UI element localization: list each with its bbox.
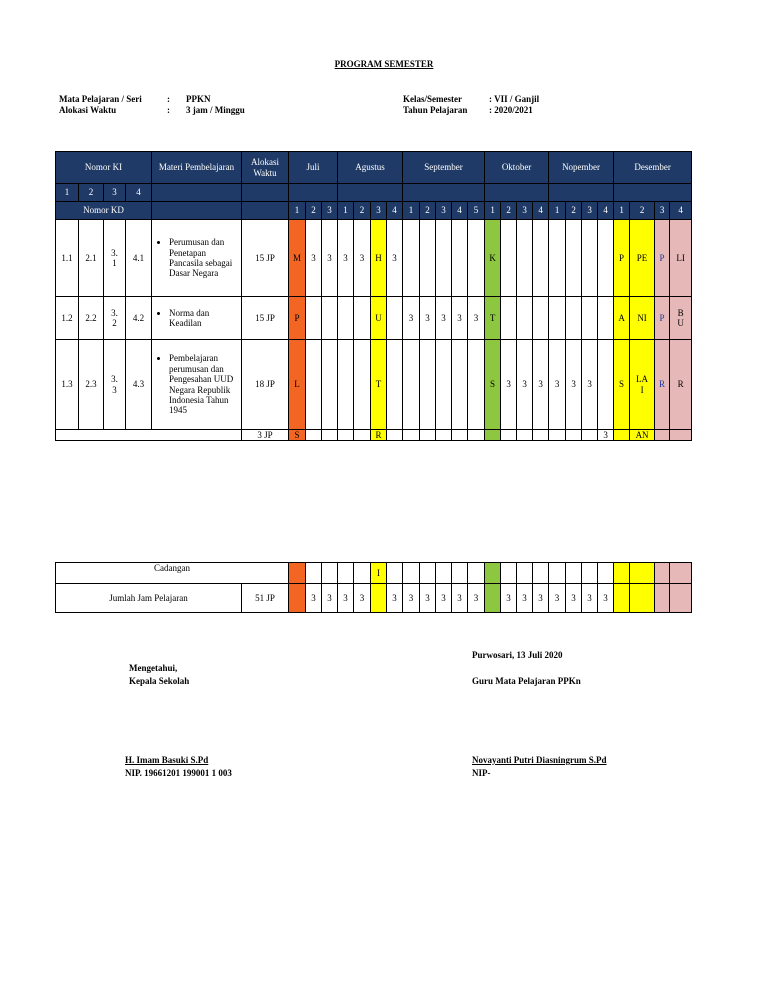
header-materi: Materi Pembelajaran bbox=[152, 152, 242, 184]
week-number: 2 bbox=[501, 202, 517, 220]
kd-number: 3. 3 bbox=[104, 340, 126, 430]
header-month-juli: Juli bbox=[289, 152, 338, 184]
week-cell bbox=[403, 563, 420, 584]
info-value-tahun: : 2020/2021 bbox=[489, 105, 533, 115]
week-cell: L bbox=[289, 340, 306, 430]
week-cell bbox=[387, 340, 403, 430]
summary-body bbox=[56, 563, 692, 613]
week-cell bbox=[306, 563, 322, 584]
week-cell: 3 bbox=[354, 220, 371, 297]
table-row bbox=[56, 297, 692, 340]
week-cell: 3 bbox=[420, 297, 436, 340]
teacher-nip: NIP- bbox=[472, 768, 491, 778]
week-cell: S bbox=[485, 340, 501, 430]
week-cell bbox=[436, 220, 452, 297]
semester-table bbox=[55, 151, 692, 441]
week-cell: 3 bbox=[322, 220, 338, 297]
week-cell: S bbox=[289, 430, 306, 441]
week-cell: 3 bbox=[549, 340, 566, 430]
week-cell bbox=[306, 430, 322, 441]
week-cell bbox=[468, 430, 485, 441]
week-cell: 3 bbox=[306, 220, 322, 297]
place-date: Purwosari, 13 Juli 2020 bbox=[472, 650, 563, 660]
week-cell bbox=[566, 297, 582, 340]
week-cell bbox=[452, 340, 468, 430]
week-cell bbox=[354, 297, 371, 340]
header-blank bbox=[549, 184, 614, 202]
week-cell: 3 bbox=[436, 584, 452, 613]
week-cell: P bbox=[614, 220, 630, 297]
week-cell bbox=[501, 563, 517, 584]
kd-number: 1.3 bbox=[56, 340, 79, 430]
week-cell bbox=[485, 584, 501, 613]
materi-text: • Pembelajaran perumusan dan Pengesahan UUD Negara Republik Indonesia Tahun 1945 bbox=[169, 353, 241, 415]
week-number: 1 bbox=[403, 202, 420, 220]
week-cell: R bbox=[371, 430, 387, 441]
week-cell bbox=[289, 584, 306, 613]
week-cell bbox=[598, 297, 614, 340]
week-cell bbox=[566, 430, 582, 441]
info-label-mapel: Mata Pelajaran / Seri bbox=[59, 94, 142, 104]
week-cell bbox=[582, 297, 598, 340]
week-cell: 3 bbox=[387, 220, 403, 297]
week-cell: 3 bbox=[322, 584, 338, 613]
jumlah-label: Jumlah Jam Pelajaran bbox=[56, 584, 242, 613]
materi-cell bbox=[152, 340, 242, 430]
week-number: 4 bbox=[598, 202, 614, 220]
principal-title: Kepala Sekolah bbox=[129, 676, 190, 686]
kd-number: 3. 1 bbox=[104, 220, 126, 297]
week-cell: 3 bbox=[517, 340, 533, 430]
week-cell: 3 bbox=[533, 584, 549, 613]
week-cell bbox=[452, 563, 468, 584]
week-cell: P bbox=[655, 297, 670, 340]
week-number: 3 bbox=[517, 202, 533, 220]
week-cell bbox=[436, 430, 452, 441]
week-cell: PE bbox=[630, 220, 655, 297]
week-number: 3 bbox=[582, 202, 598, 220]
week-cell bbox=[582, 430, 598, 441]
week-cell bbox=[322, 563, 338, 584]
week-cell: LI bbox=[670, 220, 692, 297]
header-month-agustus: Agustus bbox=[338, 152, 403, 184]
week-number: 1 bbox=[338, 202, 354, 220]
week-cell bbox=[566, 563, 582, 584]
week-cell: S bbox=[614, 340, 630, 430]
alokasi-cell: 18 JP bbox=[242, 340, 289, 430]
kd-number: 2.3 bbox=[79, 340, 104, 430]
week-cell bbox=[338, 297, 354, 340]
week-cell bbox=[655, 430, 670, 441]
week-cell bbox=[670, 430, 692, 441]
header-blank bbox=[242, 184, 289, 202]
week-cell bbox=[338, 430, 354, 441]
week-cell bbox=[533, 297, 549, 340]
week-cell: 3 bbox=[517, 584, 533, 613]
week-cell bbox=[387, 430, 403, 441]
week-cell: 3 bbox=[338, 220, 354, 297]
week-cell bbox=[387, 297, 403, 340]
week-number: 5 bbox=[468, 202, 485, 220]
alokasi-cell: 15 JP bbox=[242, 220, 289, 297]
week-cell bbox=[670, 584, 692, 613]
week-cell: T bbox=[485, 297, 501, 340]
week-cell bbox=[517, 563, 533, 584]
week-number: 1 bbox=[485, 202, 501, 220]
table-row bbox=[56, 430, 692, 441]
week-cell bbox=[582, 563, 598, 584]
kd-number: 4.1 bbox=[126, 220, 152, 297]
week-cell: 3 bbox=[533, 340, 549, 430]
header-month-oktober: Oktober bbox=[485, 152, 549, 184]
week-cell bbox=[598, 220, 614, 297]
week-cell bbox=[338, 340, 354, 430]
week-cell: 3 bbox=[306, 584, 322, 613]
week-cell: NI bbox=[630, 297, 655, 340]
week-number: 2 bbox=[566, 202, 582, 220]
week-cell bbox=[403, 430, 420, 441]
week-cell bbox=[322, 340, 338, 430]
header-month-nopember: Nopember bbox=[549, 152, 614, 184]
week-cell bbox=[517, 297, 533, 340]
kd-number: 1.2 bbox=[56, 297, 79, 340]
alokasi-cell: 3 JP bbox=[242, 430, 289, 441]
week-cell bbox=[549, 430, 566, 441]
week-cell bbox=[306, 297, 322, 340]
week-number: 3 bbox=[655, 202, 670, 220]
week-cell bbox=[420, 430, 436, 441]
info-label-kelas: Kelas/Semester bbox=[403, 94, 462, 104]
week-cell bbox=[566, 220, 582, 297]
week-cell: 3 bbox=[582, 584, 598, 613]
table-row bbox=[56, 340, 692, 430]
ki-number: 2 bbox=[79, 184, 104, 202]
week-cell bbox=[403, 220, 420, 297]
week-cell: A bbox=[614, 297, 630, 340]
week-cell: 3 bbox=[566, 340, 582, 430]
kd-number: 4.2 bbox=[126, 297, 152, 340]
week-cell bbox=[501, 297, 517, 340]
kd-number: 3. 2 bbox=[104, 297, 126, 340]
kd-number: 2.1 bbox=[79, 220, 104, 297]
week-cell bbox=[517, 430, 533, 441]
week-cell: 3 bbox=[436, 297, 452, 340]
week-number: 4 bbox=[387, 202, 403, 220]
principal-name: H. Imam Basuki S.Pd bbox=[125, 755, 209, 765]
week-cell: H bbox=[371, 220, 387, 297]
week-cell bbox=[485, 563, 501, 584]
week-cell bbox=[533, 220, 549, 297]
materi-cell bbox=[152, 297, 242, 340]
summary-table bbox=[55, 562, 692, 613]
header-blank bbox=[152, 184, 242, 202]
week-cell: 3 bbox=[354, 584, 371, 613]
header-blank bbox=[242, 202, 289, 220]
week-cell bbox=[533, 430, 549, 441]
header-blank bbox=[485, 184, 549, 202]
teacher-name: Novayanti Putri Diasningrum S.Pd bbox=[472, 755, 607, 765]
blank-cell bbox=[56, 430, 242, 441]
week-cell bbox=[549, 563, 566, 584]
week-cell bbox=[436, 563, 452, 584]
info-value-kelas: : VII / Ganjil bbox=[489, 94, 540, 104]
week-number: 2 bbox=[630, 202, 655, 220]
week-cell bbox=[468, 220, 485, 297]
week-cell: LA I bbox=[630, 340, 655, 430]
week-cell bbox=[371, 584, 387, 613]
week-cell bbox=[655, 584, 670, 613]
week-number: 1 bbox=[549, 202, 566, 220]
table-body bbox=[56, 152, 692, 441]
week-cell: 3 bbox=[452, 584, 468, 613]
week-cell bbox=[322, 430, 338, 441]
info-sep-mapel: : bbox=[167, 94, 170, 104]
week-cell: 3 bbox=[338, 584, 354, 613]
week-cell bbox=[582, 220, 598, 297]
week-cell: 3 bbox=[501, 584, 517, 613]
week-cell bbox=[598, 340, 614, 430]
jumlah-total: 51 JP bbox=[242, 584, 289, 613]
week-number: 2 bbox=[306, 202, 322, 220]
week-cell bbox=[630, 563, 655, 584]
week-cell: 3 bbox=[468, 584, 485, 613]
materi-text: • Perumusan dan Penetapan Pancasila sebagai Dasar Negara bbox=[169, 237, 241, 278]
header-nomor-ki: Nomor KI bbox=[56, 152, 152, 184]
week-cell: R bbox=[670, 340, 692, 430]
week-cell bbox=[614, 563, 630, 584]
materi-cell bbox=[152, 220, 242, 297]
week-cell: K bbox=[485, 220, 501, 297]
week-number: 3 bbox=[322, 202, 338, 220]
principal-nip: NIP. 19661201 199001 1 003 bbox=[125, 768, 232, 778]
header-alokasi: Alokasi Waktu bbox=[242, 152, 289, 184]
page-title: PROGRAM SEMESTER bbox=[334, 59, 434, 69]
week-number: 2 bbox=[354, 202, 371, 220]
week-cell bbox=[501, 220, 517, 297]
header-month-september: September bbox=[403, 152, 485, 184]
week-cell: U bbox=[371, 297, 387, 340]
kd-number: 1.1 bbox=[56, 220, 79, 297]
week-cell bbox=[598, 563, 614, 584]
approval-label: Mengetahui, bbox=[129, 663, 178, 673]
ki-number: 3 bbox=[104, 184, 126, 202]
alokasi-cell: 15 JP bbox=[242, 297, 289, 340]
week-cell bbox=[452, 220, 468, 297]
kd-number: 4.3 bbox=[126, 340, 152, 430]
week-number: 3 bbox=[371, 202, 387, 220]
header-blank bbox=[152, 202, 242, 220]
jumlah-row bbox=[56, 584, 692, 613]
week-cell bbox=[614, 430, 630, 441]
kd-number: 2.2 bbox=[79, 297, 104, 340]
week-cell: 3 bbox=[598, 430, 614, 441]
week-number: 1 bbox=[289, 202, 306, 220]
week-cell bbox=[452, 430, 468, 441]
week-cell: P bbox=[289, 297, 306, 340]
info-value-alokasi: 3 jam / Minggu bbox=[186, 105, 245, 115]
week-number: 4 bbox=[533, 202, 549, 220]
materi-text: • Norma dan Keadilan bbox=[169, 308, 241, 329]
week-cell: R bbox=[655, 340, 670, 430]
week-cell: B U bbox=[670, 297, 692, 340]
table-row bbox=[56, 220, 692, 297]
ki-number: 4 bbox=[126, 184, 152, 202]
cadangan-label: Cadangan bbox=[56, 563, 289, 584]
week-cell bbox=[485, 430, 501, 441]
week-cell bbox=[468, 563, 485, 584]
week-cell bbox=[670, 563, 692, 584]
week-cell bbox=[338, 563, 354, 584]
info-value-mapel: PPKN bbox=[186, 94, 211, 104]
week-cell bbox=[420, 340, 436, 430]
week-number: 4 bbox=[452, 202, 468, 220]
week-number: 3 bbox=[436, 202, 452, 220]
week-cell bbox=[549, 220, 566, 297]
header-blank bbox=[289, 184, 338, 202]
week-cell bbox=[436, 340, 452, 430]
week-cell bbox=[549, 297, 566, 340]
week-number: 4 bbox=[670, 202, 692, 220]
week-cell: 3 bbox=[598, 584, 614, 613]
info-sep-alokasi: : bbox=[167, 105, 170, 115]
week-cell bbox=[289, 563, 306, 584]
info-label-alokasi: Alokasi Waktu bbox=[59, 105, 117, 115]
ki-number: 1 bbox=[56, 184, 79, 202]
info-label-tahun: Tahun Pelajaran bbox=[403, 105, 468, 115]
week-cell bbox=[614, 584, 630, 613]
week-cell: 3 bbox=[387, 584, 403, 613]
week-cell bbox=[501, 430, 517, 441]
week-cell: 3 bbox=[420, 584, 436, 613]
week-cell: 3 bbox=[501, 340, 517, 430]
week-cell: 3 bbox=[403, 297, 420, 340]
header-blank bbox=[614, 184, 692, 202]
week-cell bbox=[420, 220, 436, 297]
week-cell: 3 bbox=[549, 584, 566, 613]
week-cell: 3 bbox=[468, 297, 485, 340]
week-cell bbox=[403, 340, 420, 430]
week-cell: 3 bbox=[403, 584, 420, 613]
week-cell: AN bbox=[630, 430, 655, 441]
week-cell bbox=[655, 563, 670, 584]
cadangan-row bbox=[56, 563, 692, 584]
week-cell: 3 bbox=[582, 340, 598, 430]
header-nomor-kd: Nomor KD bbox=[56, 202, 152, 220]
week-cell bbox=[420, 563, 436, 584]
header-month-desember: Desember bbox=[614, 152, 692, 184]
week-cell bbox=[354, 430, 371, 441]
week-cell: M bbox=[289, 220, 306, 297]
week-number: 2 bbox=[420, 202, 436, 220]
header-blank bbox=[403, 184, 485, 202]
week-cell: T bbox=[371, 340, 387, 430]
week-cell bbox=[322, 297, 338, 340]
week-cell: I bbox=[371, 563, 387, 584]
week-cell bbox=[517, 220, 533, 297]
week-cell bbox=[468, 340, 485, 430]
teacher-title: Guru Mata Pelajaran PPKn bbox=[472, 676, 581, 686]
week-number: 1 bbox=[614, 202, 630, 220]
week-cell: 3 bbox=[452, 297, 468, 340]
week-cell bbox=[354, 340, 371, 430]
week-cell bbox=[533, 563, 549, 584]
week-cell: 3 bbox=[566, 584, 582, 613]
week-cell bbox=[306, 340, 322, 430]
week-cell bbox=[630, 584, 655, 613]
week-cell: P bbox=[655, 220, 670, 297]
week-cell bbox=[387, 563, 403, 584]
header-blank bbox=[338, 184, 403, 202]
week-cell bbox=[354, 563, 371, 584]
